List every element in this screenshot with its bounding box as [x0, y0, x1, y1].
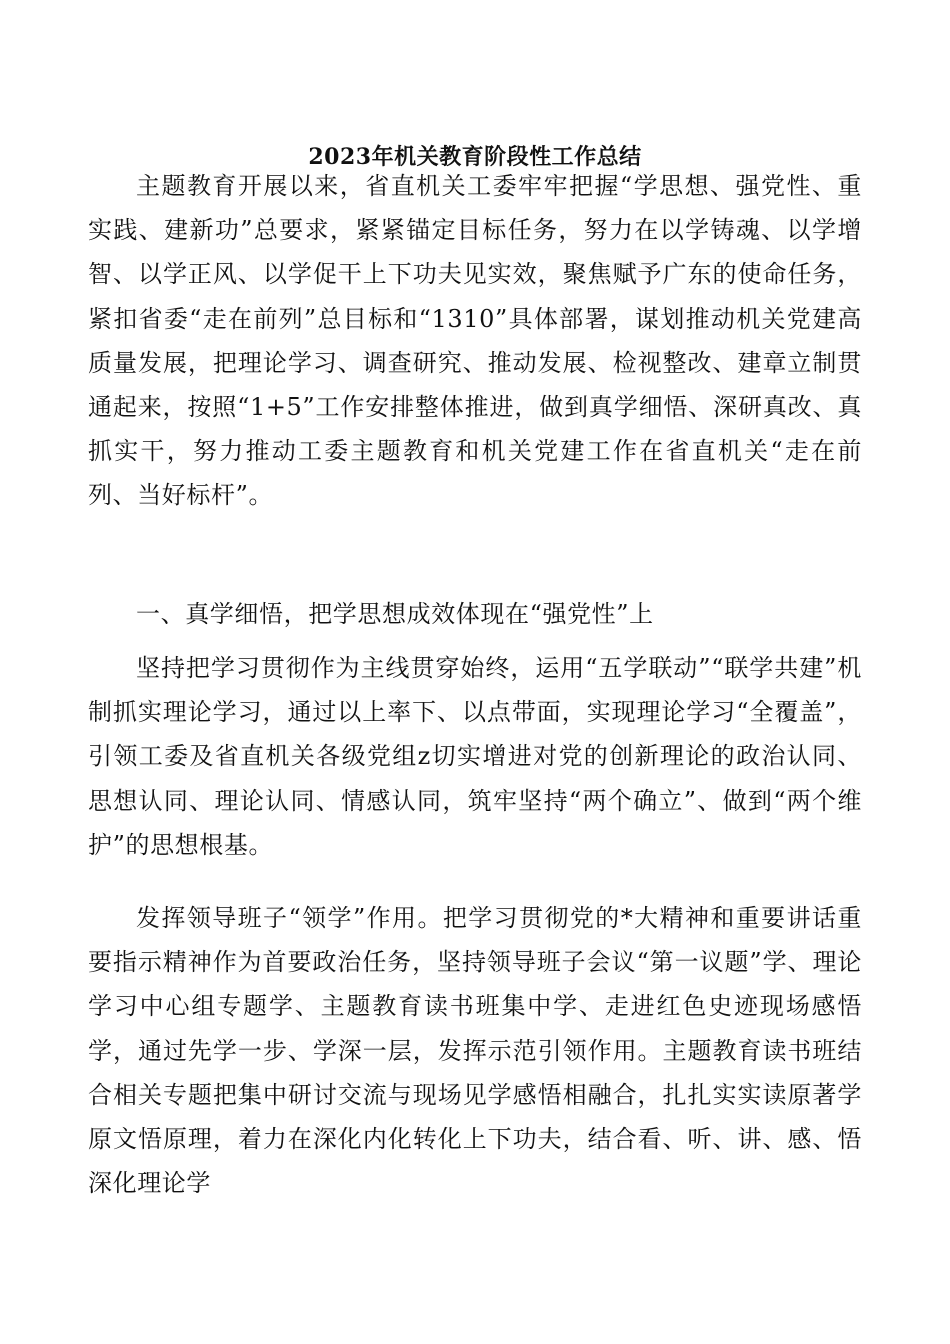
paragraph-leadership: 发挥领导班子“领学”作用。把学习贯彻党的*大精神和重要讲话重要指示精神作为首要政治任务，坚持领导班子会议“第一议题”学、理论学习中心组专题学、主题教育读书班集中学、走进红色史迹现场感悟学，通过先学一步、学深一层，发挥示范引领作用。主题教育读书班结合相关专题把集中研讨交流与现场见学感悟相融合，扎扎实实读原著学原文悟原理，着力在深化内化转化上下功夫，结合看、听、讲、感、悟深化理论学	[88, 904, 862, 1198]
section-heading-1: 一、真学细悟，把学思想成效体现在“强党性”上	[136, 600, 654, 628]
document-title: 2023年机关教育阶段性工作总结	[308, 144, 642, 170]
paragraph-intro: 主题教育开展以来，省直机关工委牢牢把握“学思想、强党性、重实践、建新功”总要求，紧紧锚定目标任务，努力在以学铸魂、以学增智、以学正风、以学促干上下功夫见实效，聚焦赋予广东的使命任务，紧扣省委“走在前列”总目标和“1310”具体部署，谋划推动机关党建高质量发展，把理论学习、调查研究、推动发展、检视整改、建章立制贯通起来，按照“1+5”工作安排整体推进，做到真学细悟、深研真改、真抓实干，努力推动工委主题教育和机关党建工作在省直机关“走在前列、当好标杆”。	[88, 172, 862, 510]
paragraph-study: 坚持把学习贯彻作为主线贯穿始终，运用“五学联动”“联学共建”机制抓实理论学习，通过以上率下、以点带面，实现理论学习“全覆盖”，引领工委及省直机关各级党组z切实增进对党的创新理论的政治认同、思想认同、理论认同、情感认同，筑牢坚持“两个确立”、做到“两个维护”的思想根基。	[88, 654, 862, 859]
